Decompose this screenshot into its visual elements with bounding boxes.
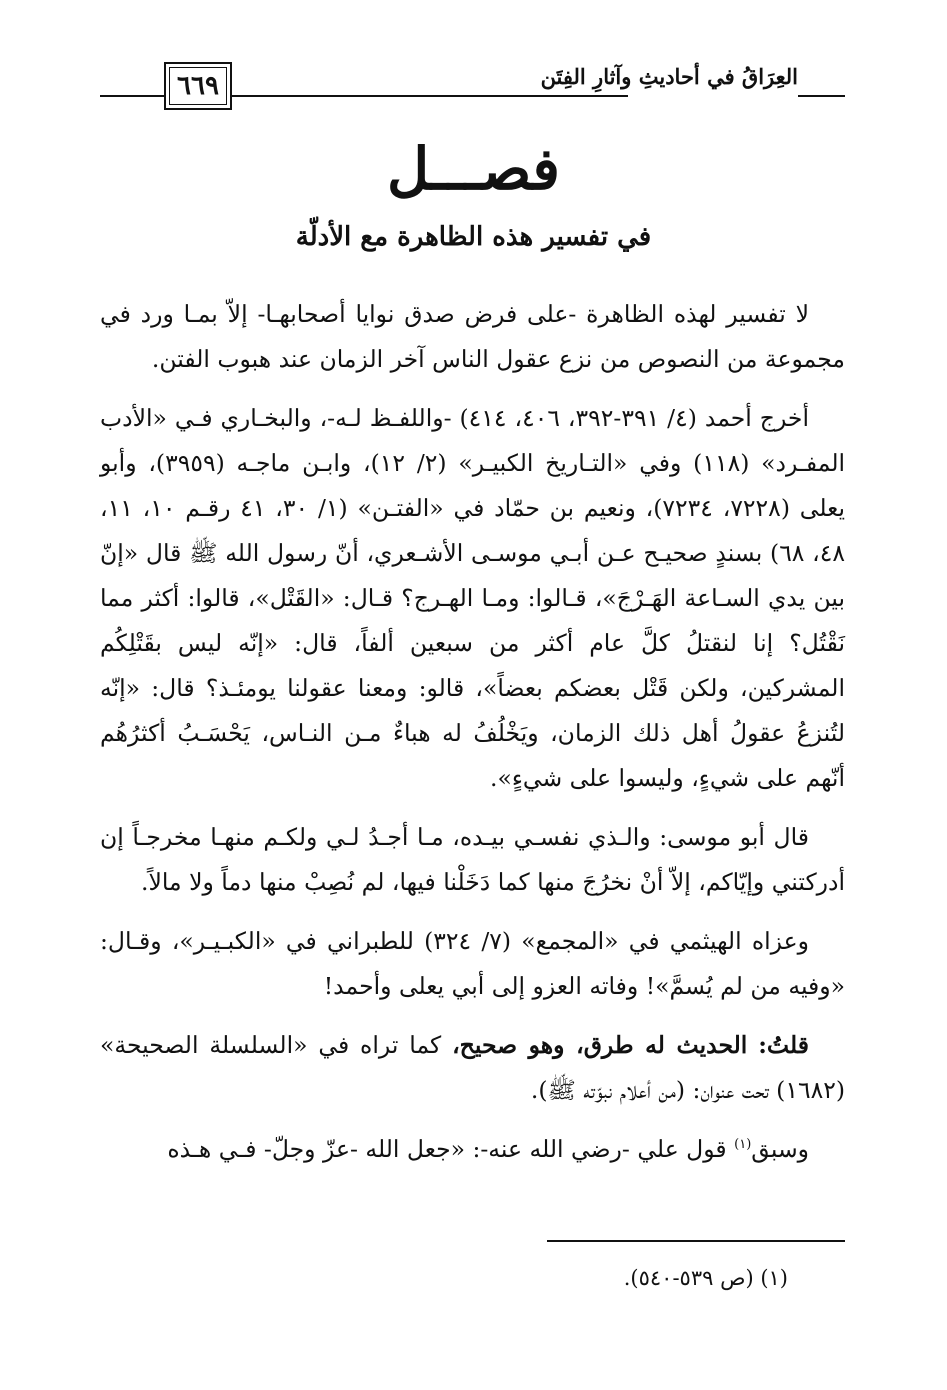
page-number-box xyxy=(164,62,232,110)
last-paragraph-rest: قول علي -رضي الله عنه-: «جعل الله -عزّ وجلّ- فـي هـذه xyxy=(167,1135,727,1163)
paragraph-1: لا تفسير لهذه الظاهرة -على فرض صدق نوايا أصحابهـا- إلاّ بمـا ورد في مجموعة من النصوص من نزع عقول الناس آخر الزمان عند هبوب الفتن. xyxy=(100,300,845,373)
header-rule-right xyxy=(798,95,845,97)
footnote-reference: (١) xyxy=(734,1137,752,1153)
last-paragraph-start: وسبق xyxy=(751,1135,809,1163)
qultu-bold-text: الحديث له طرق، وهو صحيح، xyxy=(452,1031,748,1059)
paragraph-3: قال أبو موسى: والـذي نفسـي بيـده، مـا أجـدُ لـي ولكـم منهـا مخرجـاً إن أدركتني وإيّاكم، إلاّ أنْ نخرُجَ منها كما دَخَلْنا فيها، لم نُصِبْ منها دماً ولا مالاً. xyxy=(100,823,845,896)
paragraph-2: أخرج أحمد (٤/ ٣٩١-٣٩٢، ٤٠٦، ٤١٤) -واللفـظ لـه-، والبخـاري فـي «الأدب المفـرد» (١١٨) وفي «التـاريخ الكبيـر» (٢/ ١٢)، وابـن ماجـه (٣٩٥٩)، وأبو يعلى (٧٢٢٨، ٧٢٣٤)، ونعيم بن حمّاد في «الفتـن» (١/ ٣٠، ٤١ رقـم ١٠، ١١، ٤٨، ٦٨) بسندٍ صحيـح عـن أبـي موسـى الأشـعري، أنّ رسول الله ﷺ قال «إنّ بين يدي السـاعة الهَـرْجَ»، قـالوا: ومـا الهـرج؟ قـال: «القَتْل»، قالوا: أكثر مما نَقْتُل؟ إنا لنقتلُ كلَّ عام أكثر من سبعين ألفاً، قال: «إنّه ليس بقَتْلِكُم المشركين، ولكن قَتْل بعضكم بعضاً»، قالو: ومعنا عقولنا يومئـذ؟ قال: «إنّه لتُنزعُ عقولُ أهل ذلك الزمان، ويَخْلُفُ له هباءٌ مـن النـاس، يَحْسَـبُ أكثرُهُم أنّهم على شيءٍ، وليسوا على شيءٍ». xyxy=(100,404,846,792)
qultu-label: قلتُ: xyxy=(758,1031,809,1059)
header-rule-left xyxy=(100,95,164,97)
paragraph-4: وعزاه الهيثمي في «المجمع» (٧/ ٣٢٤) للطبراني في «الكبـيـر»، وقـال: «وفيه من لم يُسمَّ»! وفاته العزو إلى أبي يعلى وأحمد! xyxy=(100,927,845,1000)
paragraph-5 xyxy=(100,1023,845,1113)
paragraph-6 xyxy=(100,1127,845,1172)
footnote-separator xyxy=(547,1240,845,1242)
running-title: العِرَاقُ في أحاديثِ وآثارِ الفِتَن xyxy=(540,64,798,89)
header-rule-middle xyxy=(232,95,628,97)
body-text xyxy=(100,292,845,1186)
footnote: (١) (ص ٥٣٩-٥٤٠). xyxy=(623,1266,788,1290)
section-subtitle: في تفسير هذه الظاهرة مع الأدلّة xyxy=(295,222,652,252)
qultu-rest: كما تراه في «السلسلة الصحيحة» (١٦٨٢) تحت عنوان: (من أعلام نبوّته ﷺ). xyxy=(100,1031,845,1104)
section-heading: فصـــل xyxy=(387,135,560,203)
page-number: ٦٦٩ xyxy=(177,71,219,101)
